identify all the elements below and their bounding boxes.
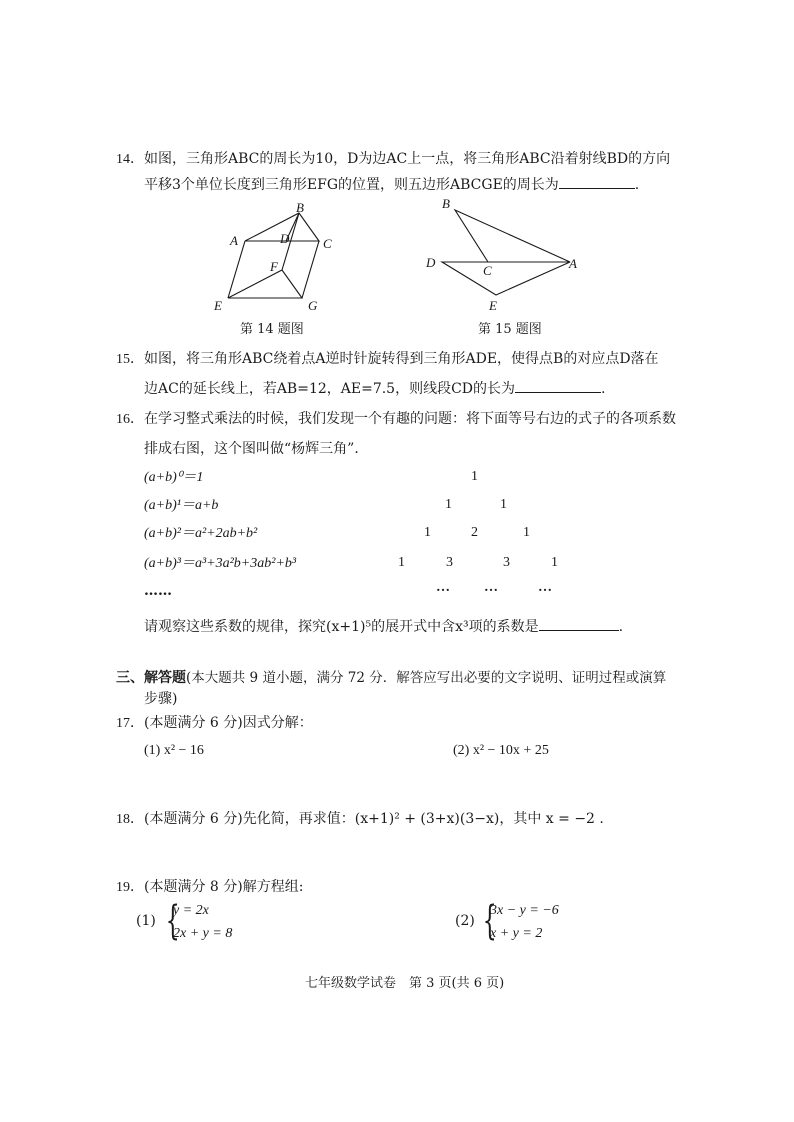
label-C: C [483, 263, 492, 278]
expansion-row-2: (a+b)²＝a²+2ab+b² [144, 526, 258, 541]
triangle-cell: 2 [471, 525, 478, 540]
triangle-cell: 1 [500, 497, 507, 512]
q19-number: 19． [116, 880, 144, 895]
page-footer: 七年级数学试卷 第 3 页(共 6 页) [305, 976, 505, 991]
triangle-cell: 1 [471, 469, 478, 484]
q14-line2: 平移3个单位长度到三角形EFG的位置，则五边形ABCGE的周长为 . [144, 177, 640, 193]
triangle-cell: … [436, 580, 450, 595]
q18-number: 18． [116, 812, 144, 827]
q15-line1: 如图，将三角形ABC绕着点A逆时针旋转得到三角形ADE，使得点B的对应点D落在 [144, 351, 659, 367]
q14-line1: 如图，三角形ABC的周长为10，D为边AC上一点，将三角形ABC沿着射线BD的方向 [144, 151, 671, 167]
q18-text: (本题满分 6 分)先化简，再求值：(x+1)² + (3+x)(3−x)，其中 x = −2 . [144, 811, 604, 827]
label-A: A [569, 256, 577, 271]
q19-p2-eq1: 3x − y = −6 [490, 903, 559, 918]
label-F: F [270, 259, 278, 274]
q17-number: 17． [116, 716, 144, 731]
q15-number: 15． [116, 352, 144, 367]
triangle-cell: 1 [523, 525, 530, 540]
q19-text: (本题满分 8 分)解方程组: [144, 879, 304, 895]
triangle-cell: 3 [503, 555, 510, 570]
q19-p1-eq2: 2x + y = 8 [173, 926, 233, 941]
section-3-desc-cont: 步骤) [144, 691, 178, 707]
expansion-row-3: (a+b)³＝a³+3a²b+3ab²+b³ [144, 556, 297, 571]
triangle-cell: 1 [445, 497, 452, 512]
triangle-cell: 1 [398, 555, 405, 570]
q16-number: 16． [116, 412, 144, 427]
q19-p2-eq2: x + y = 2 [490, 926, 543, 941]
q19-part1-label: (1) [136, 913, 156, 929]
figure-15 [420, 195, 590, 313]
triangle-cell: … [538, 580, 552, 595]
brace-icon: { [482, 898, 497, 944]
figure-14 [206, 200, 336, 315]
label-C: C [323, 236, 332, 251]
triangle-cell: … [484, 580, 498, 595]
fig15-caption: 第 15 题图 [478, 322, 542, 337]
expansion-row-0: (a+b)⁰＝1 [144, 470, 204, 485]
label-B: B [442, 196, 450, 211]
q19-p1-eq1: y = 2x [173, 903, 209, 918]
brace-icon: { [165, 898, 180, 944]
q16-line1: 在学习整式乘法的时候，我们发现一个有趣的问题：将下面等号右边的式子的各项系数 [144, 411, 676, 427]
expansion-row-ellipsis: …… [144, 583, 172, 599]
triangle-cell: 3 [446, 555, 453, 570]
triangle-cell: 1 [551, 555, 558, 570]
section-3-header: 三、解答题(本大题共 9 道小题，满分 72 分．解答应写出必要的文字说明、证明过程或演算 [116, 670, 667, 686]
q17-part1: (1) x² − 16 [144, 743, 204, 758]
q17-part2: (2) x² − 10x + 25 [453, 743, 549, 758]
label-G: G [308, 298, 318, 313]
q14-number: 14． [116, 152, 144, 167]
label-E: E [214, 298, 222, 313]
q17-text: (本题满分 6 分)因式分解： [144, 715, 313, 731]
q16-line2: 排成右图，这个图叫做“杨辉三角”． [144, 441, 369, 457]
label-E: E [489, 298, 497, 313]
expansion-row-1: (a+b)¹＝a+b [144, 498, 219, 513]
q16-question: 请观察这些系数的规律，探究(x+1)⁵的展开式中含x³项的系数是 . [144, 619, 624, 635]
fig14-caption: 第 14 题图 [240, 322, 304, 337]
label-A: A [230, 233, 238, 248]
label-B: B [296, 200, 304, 215]
q14-answer-blank[interactable] [559, 176, 635, 189]
q15-line2: 边AC的延长线上，若AB=12，AE=7.5，则线段CD的长为 . [144, 381, 606, 397]
triangle-cell: 1 [424, 525, 431, 540]
q15-answer-blank[interactable] [515, 380, 601, 393]
label-D: D [426, 255, 436, 270]
label-D: D [280, 231, 290, 246]
q19-part2-label: (2) [455, 913, 475, 929]
q16-answer-blank[interactable] [539, 618, 619, 631]
